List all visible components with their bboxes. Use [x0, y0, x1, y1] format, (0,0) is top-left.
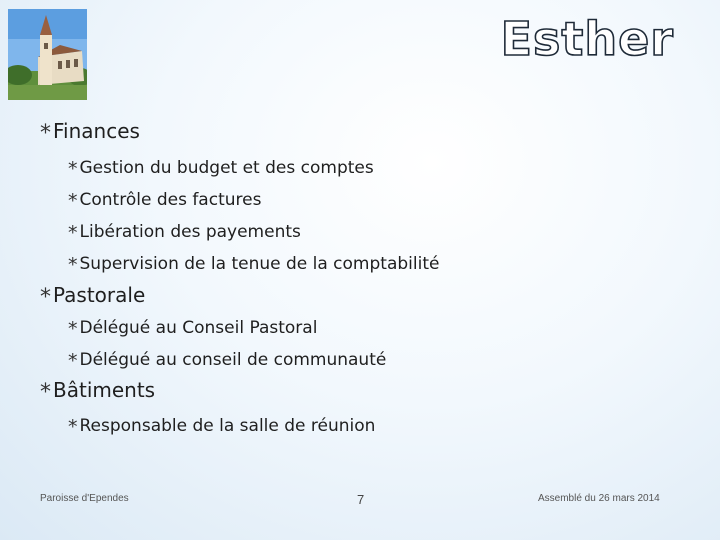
footer-left: Paroisse d'Ependes: [40, 493, 129, 504]
list-item-text: Délégué au conseil de communauté: [79, 350, 387, 370]
bullet-star-icon: *: [40, 121, 51, 146]
page-number: 7: [357, 492, 365, 507]
list-item-text: Délégué au Conseil Pastoral: [79, 318, 318, 338]
bullet-star-icon: *: [68, 222, 78, 244]
bullet-star-icon: *: [40, 285, 51, 310]
section-heading-text: Pastorale: [53, 283, 146, 307]
slide-title: Esther: [500, 12, 674, 66]
church-photo: [8, 9, 87, 100]
list-item: [68, 188, 261, 210]
list-item-text: Gestion du budget et des comptes: [79, 158, 374, 178]
bullet-star-icon: *: [68, 318, 78, 340]
list-item-text: Supervision de la tenue de la comptabilité: [79, 254, 440, 274]
section-heading-pastorale: [40, 283, 145, 308]
bullet-star-icon: *: [68, 350, 78, 372]
list-item: [68, 220, 301, 242]
list-item: [68, 348, 386, 370]
list-item-text: Libération des payements: [79, 222, 301, 242]
list-item: [68, 252, 439, 274]
bullet-star-icon: *: [68, 254, 78, 276]
section-heading-finances: [40, 119, 140, 144]
section-heading-text: Finances: [53, 119, 140, 143]
list-item-text: Contrôle des factures: [79, 190, 262, 210]
section-heading-text: Bâtiments: [53, 378, 156, 402]
church-photo-image: [8, 9, 87, 100]
list-item: [68, 156, 374, 178]
bullet-star-icon: *: [40, 380, 51, 405]
list-item-text: Responsable de la salle de réunion: [79, 416, 376, 436]
footer-right: Assemblé du 26 mars 2014: [538, 493, 660, 504]
bullet-star-icon: *: [68, 190, 78, 212]
bullet-star-icon: *: [68, 416, 78, 438]
list-item: [68, 316, 317, 338]
list-item: [68, 414, 375, 436]
bullet-star-icon: *: [68, 158, 78, 180]
section-heading-batiments: [40, 378, 155, 403]
